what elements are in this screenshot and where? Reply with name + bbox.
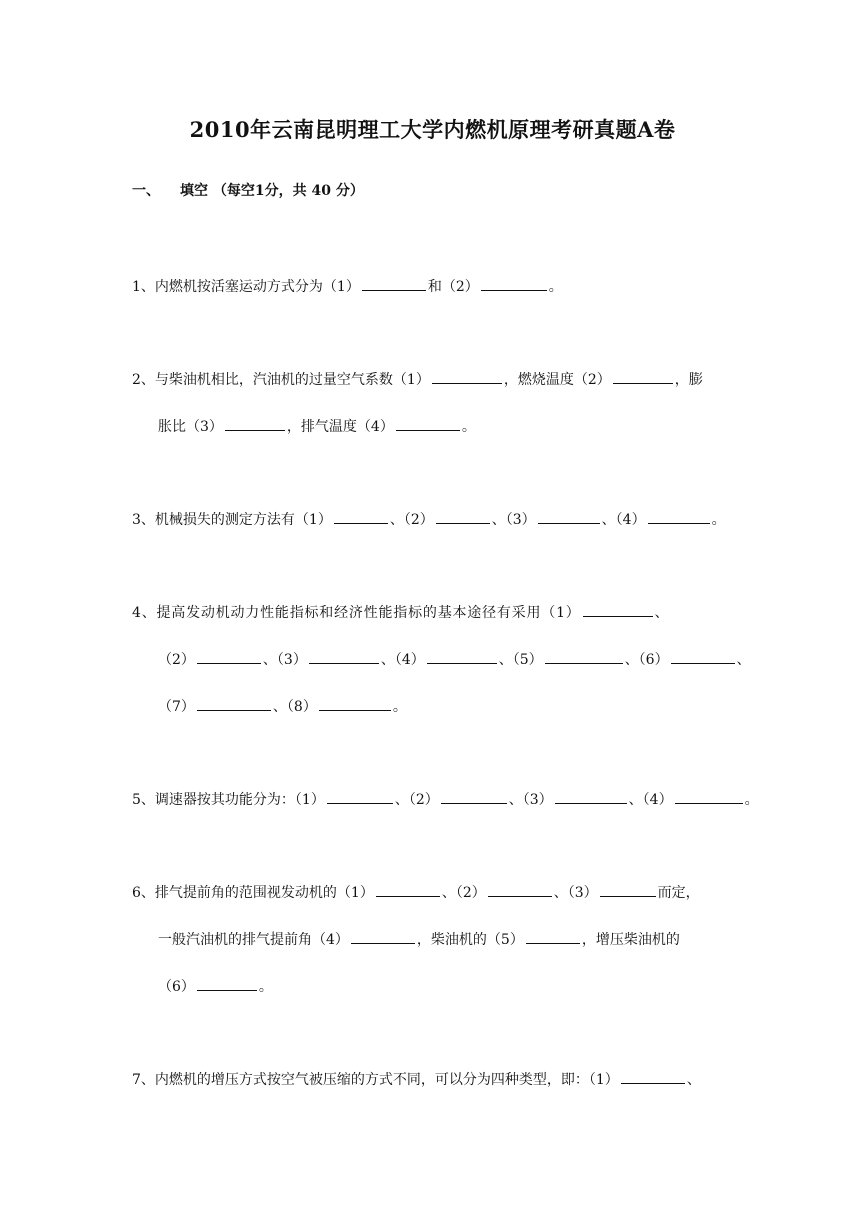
- answer-blank[interactable]: [441, 789, 507, 804]
- question-text: ，排气温度（4）: [286, 419, 394, 435]
- answer-blank[interactable]: [327, 789, 393, 804]
- answer-blank[interactable]: [362, 276, 426, 291]
- question-text: 7、内燃机的增压方式按空气被压缩的方式不同，可以分为四种类型，即：（1）: [132, 1072, 619, 1088]
- answer-blank[interactable]: [197, 976, 257, 991]
- question-text: 、: [686, 1072, 701, 1088]
- answer-blank[interactable]: [526, 929, 580, 944]
- section-note: （每空1分，共 40 分）: [212, 183, 364, 199]
- answer-blank[interactable]: [309, 649, 379, 664]
- answer-blank[interactable]: [488, 882, 552, 897]
- answer-blank[interactable]: [555, 789, 627, 804]
- question-text: ，膨: [674, 372, 703, 388]
- answer-blank[interactable]: [197, 649, 261, 664]
- question-text: 、（2）: [441, 885, 486, 901]
- question-text: 。: [548, 279, 563, 295]
- question-text: （7）: [158, 699, 195, 715]
- answer-blank[interactable]: [671, 649, 735, 664]
- question-text: 、（3）: [491, 512, 536, 528]
- question-text: 、（8）: [272, 699, 317, 715]
- question-4-cont2: [158, 696, 407, 717]
- question-1: [132, 276, 563, 297]
- answer-blank[interactable]: [197, 696, 271, 711]
- answer-blank[interactable]: [396, 416, 460, 431]
- question-6: [132, 882, 700, 903]
- question-6-cont2: [158, 976, 273, 997]
- question-text: 、: [736, 652, 751, 668]
- question-text: 。: [392, 699, 407, 715]
- question-text: 、（3）: [508, 792, 553, 808]
- question-text: 3、机械损失的测定方法有（1）: [132, 512, 332, 528]
- question-text: 、（4）: [380, 652, 425, 668]
- question-2: [132, 369, 703, 390]
- question-text: ，柴油机的（5）: [416, 932, 524, 948]
- answer-blank[interactable]: [319, 696, 391, 711]
- section-name: 填空: [180, 183, 208, 199]
- question-text: 而定，: [657, 885, 700, 901]
- question-text: （2）: [158, 652, 195, 668]
- question-text: 5、调速器按其功能分为：（1）: [132, 792, 325, 808]
- answer-blank[interactable]: [583, 602, 653, 617]
- question-text: ，增压柴油机的: [581, 932, 680, 948]
- answer-blank[interactable]: [351, 929, 415, 944]
- answer-blank[interactable]: [648, 509, 710, 524]
- answer-blank[interactable]: [225, 416, 285, 431]
- question-text: 1、内燃机按活塞运动方式分为（1）: [132, 279, 360, 295]
- question-4: [132, 602, 669, 623]
- question-text: 、: [654, 605, 670, 621]
- question-text: 、（3）: [553, 885, 598, 901]
- answer-blank[interactable]: [427, 649, 497, 664]
- question-6-cont: [158, 929, 680, 950]
- question-3: [132, 509, 726, 530]
- answer-blank[interactable]: [334, 509, 388, 524]
- question-text: 4、提高发动机动力性能指标和经济性能指标的基本途径有采用（1）: [132, 605, 581, 621]
- question-text: 和（2）: [427, 279, 479, 295]
- answer-blank[interactable]: [621, 1069, 685, 1084]
- question-text: 、（3）: [262, 652, 307, 668]
- question-text: 、（5）: [498, 652, 543, 668]
- question-7: [132, 1069, 701, 1090]
- question-text: 、（2）: [394, 792, 439, 808]
- question-text: （6）: [158, 979, 195, 995]
- question-text: 。: [258, 979, 273, 995]
- question-text: 。: [461, 419, 476, 435]
- question-text: 、（6）: [624, 652, 669, 668]
- answer-blank[interactable]: [600, 882, 656, 897]
- section-number: 一、: [132, 183, 160, 199]
- answer-blank[interactable]: [436, 509, 490, 524]
- question-text: 。: [711, 512, 726, 528]
- answer-blank[interactable]: [613, 369, 673, 384]
- question-text: ，燃烧温度（2）: [503, 372, 611, 388]
- page-title: 2010年云南昆明理工大学内燃机原理考研真题A卷: [189, 117, 676, 142]
- question-text: 6、排气提前角的范围视发动机的（1）: [132, 885, 374, 901]
- answer-blank[interactable]: [376, 882, 440, 897]
- question-4-cont: [158, 649, 751, 670]
- answer-blank[interactable]: [545, 649, 623, 664]
- question-text: 胀比（3）: [158, 419, 223, 435]
- answer-blank[interactable]: [432, 369, 502, 384]
- question-text: 、（4）: [601, 512, 646, 528]
- question-text: 。: [744, 792, 759, 808]
- question-text: 、（2）: [389, 512, 434, 528]
- question-5: [132, 789, 759, 810]
- question-text: 、（4）: [628, 792, 673, 808]
- question-text: 一般汽油机的排气提前角（4）: [158, 932, 349, 948]
- question-text: 2、与柴油机相比，汽油机的过量空气系数（1）: [132, 372, 430, 388]
- question-2-cont: [158, 416, 476, 437]
- answer-blank[interactable]: [481, 276, 547, 291]
- section-heading: [132, 180, 364, 200]
- answer-blank[interactable]: [675, 789, 743, 804]
- answer-blank[interactable]: [538, 509, 600, 524]
